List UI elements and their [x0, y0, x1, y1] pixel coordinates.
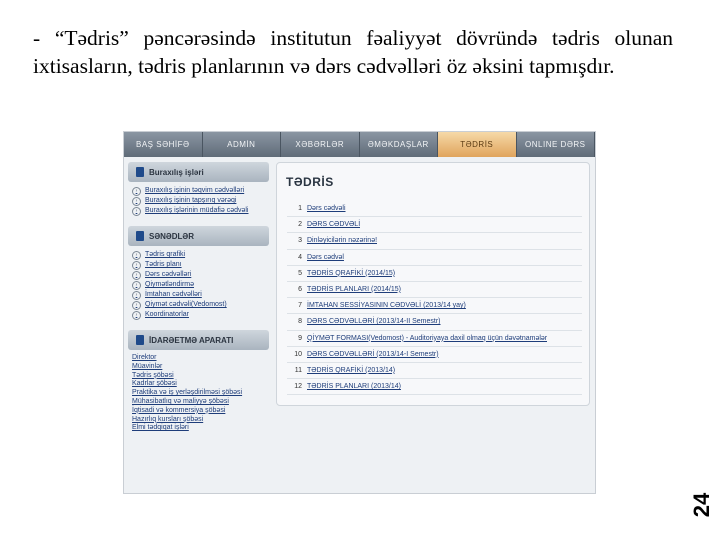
document-icon — [136, 335, 144, 345]
sidebar-link[interactable]: Tədris şöbəsi — [132, 371, 174, 379]
list-item[interactable]: 9 QİYMƏT FORMASI(Vedomost) - Auditoriyaya daxil olmaq üçün dəvətnamələr — [287, 331, 582, 347]
sidebar-link[interactable]: Mühasibatlıq və maliyyə şöbəsi — [132, 397, 229, 405]
sidebar — [128, 162, 269, 493]
sidebar-link[interactable]: › İmtahan cədvəlləri — [132, 290, 269, 300]
nav-item-staff[interactable]: ƏMƏKDAŞLAR — [360, 132, 439, 157]
sidebar-list — [128, 186, 269, 216]
list-item[interactable]: 2 DƏRS CƏDVƏLİ — [287, 217, 582, 233]
sidebar-link[interactable]: Kadrlar şöbəsi — [132, 380, 177, 388]
nav-item-news[interactable]: XƏBƏRLƏR — [281, 132, 360, 157]
document-link[interactable]: Dərs cədvəl — [307, 253, 344, 261]
sidebar-section-title: Buraxılış işləri — [149, 167, 204, 177]
sidebar-link[interactable]: Direktor — [132, 354, 157, 361]
sidebar-link[interactable]: › Buraxılış işinin təqvim cədvəlləri — [132, 186, 269, 196]
main-content-panel — [276, 162, 590, 406]
sidebar-section-header — [128, 226, 269, 246]
sidebar-list — [128, 250, 269, 320]
sidebar-section-title: SƏNƏDLƏR — [149, 231, 194, 241]
nav-item-admin[interactable]: ADMİN — [203, 132, 282, 157]
sidebar-link[interactable]: › Tədris planı — [132, 260, 269, 270]
nav-item-online-lesson[interactable]: ONLINE DƏRS — [517, 132, 596, 157]
list-item[interactable]: 3 Dinləyicilərin nəzərinə! — [287, 233, 582, 249]
document-link[interactable]: Dərs cədvəli — [307, 205, 346, 212]
chevron-right-icon: › — [132, 291, 141, 300]
document-link[interactable]: DƏRS CƏDVƏLLƏRİ (2013/14-I Semestr) — [307, 350, 439, 358]
chevron-right-icon: › — [132, 281, 141, 290]
list-item[interactable]: 8 DƏRS CƏDVƏLLƏRİ (2013/14-II Semestr) — [287, 314, 582, 330]
sidebar-link[interactable]: Hazırlıq kursları şöbəsi — [132, 415, 204, 423]
sidebar-link[interactable]: › Buraxılış işinin tapşırıq vərəqi — [132, 196, 269, 206]
sidebar-link[interactable]: Praktika və iş yerləşdirilməsi şöbəsi — [132, 389, 243, 397]
nav-item-home[interactable]: BAŞ SƏHİFƏ — [124, 132, 203, 157]
chevron-right-icon: › — [132, 271, 141, 280]
top-navigation — [124, 132, 595, 157]
sidebar-link[interactable]: İqtisadi və kommersiya şöbəsi — [132, 406, 226, 414]
sidebar-link[interactable]: › Buraxılış işlərinin müdafiə cədvəli — [132, 206, 269, 216]
chevron-right-icon: › — [132, 197, 141, 206]
document-link[interactable]: DƏRS CƏDVƏLLƏRİ (2013/14-II Semestr) — [307, 318, 441, 326]
sidebar-section-header — [128, 162, 269, 182]
list-item[interactable]: 11 TƏDRİS QRAFİKİ (2013/14) — [287, 363, 582, 379]
sidebar-link[interactable]: › Qiymət cədvəli(Vedomost) — [132, 300, 269, 310]
list-item[interactable]: 12 TƏDRİS PLANLARI (2013/14) — [287, 379, 582, 395]
document-link[interactable]: TƏDRİS PLANLARI (2014/15) — [307, 285, 401, 293]
slide-text — [33, 24, 673, 80]
page-number: 24 — [688, 492, 714, 518]
list-item[interactable]: 10 DƏRS CƏDVƏLLƏRİ (2013/14-I Semestr) — [287, 347, 582, 363]
sidebar-link[interactable]: › Koordinatorlar — [132, 310, 269, 320]
list-item[interactable]: 7 İMTAHAN SESSİYASININ CƏDVƏLİ (2013/14 yay) — [287, 298, 582, 314]
chevron-right-icon: › — [132, 301, 141, 310]
chevron-right-icon: › — [132, 311, 141, 320]
document-icon — [136, 167, 144, 177]
document-link[interactable]: QİYMƏT FORMASI(Vedomost) - Auditoriyaya daxil olmaq üçün dəvətnamələr — [307, 334, 548, 342]
sidebar-link[interactable]: › Qiymətləndirmə — [132, 280, 269, 290]
document-link[interactable]: TƏDRİS QRAFİKİ (2013/14) — [307, 366, 396, 374]
document-link[interactable]: TƏDRİS PLANLARI (2013/14) — [307, 383, 401, 391]
sidebar-link[interactable]: › Dərs cədvəlləri — [132, 270, 269, 280]
slide-paragraph: - “Tədris” pəncərəsində institutun fəaliyyət dövründə tədris olunan ixtisasların, tədris planlarının və dərs cədvəlləri öz əksini tapmışdır. — [33, 26, 673, 78]
sidebar-section-header — [128, 330, 269, 350]
chevron-right-icon: › — [132, 261, 141, 270]
sidebar-link[interactable]: Müavinlər — [132, 362, 163, 370]
teaching-documents-list — [287, 201, 582, 395]
nav-item-teaching[interactable]: TƏDRİS — [438, 132, 517, 157]
chevron-right-icon: › — [132, 187, 141, 196]
document-link[interactable]: İMTAHAN SESSİYASININ CƏDVƏLİ (2013/14 yay) — [307, 302, 466, 310]
chevron-right-icon: › — [132, 207, 141, 216]
document-link[interactable]: TƏDRİS QRAFİKİ (2014/15) — [307, 269, 396, 277]
document-icon — [136, 231, 144, 241]
document-link[interactable]: DƏRS CƏDVƏLİ — [307, 221, 361, 229]
website-screenshot — [123, 131, 596, 494]
sidebar-list — [128, 354, 269, 433]
list-item[interactable]: 5 TƏDRİS QRAFİKİ (2014/15) — [287, 266, 582, 282]
sidebar-section-title: İDARƏETMƏ APARATI — [149, 335, 234, 345]
list-item[interactable]: 6 TƏDRİS PLANLARI (2014/15) — [287, 282, 582, 298]
sidebar-link[interactable]: Elmi tədqiqat işləri — [132, 424, 189, 432]
list-item[interactable]: 4 Dərs cədvəl — [287, 250, 582, 266]
list-item[interactable]: 1 Dərs cədvəli — [287, 201, 582, 217]
page-title: TƏDRİS — [286, 175, 334, 189]
sidebar-link[interactable]: › Tədris qrafiki — [132, 250, 269, 260]
document-link[interactable]: Dinləyicilərin nəzərinə! — [307, 237, 378, 245]
chevron-right-icon: › — [132, 251, 141, 260]
